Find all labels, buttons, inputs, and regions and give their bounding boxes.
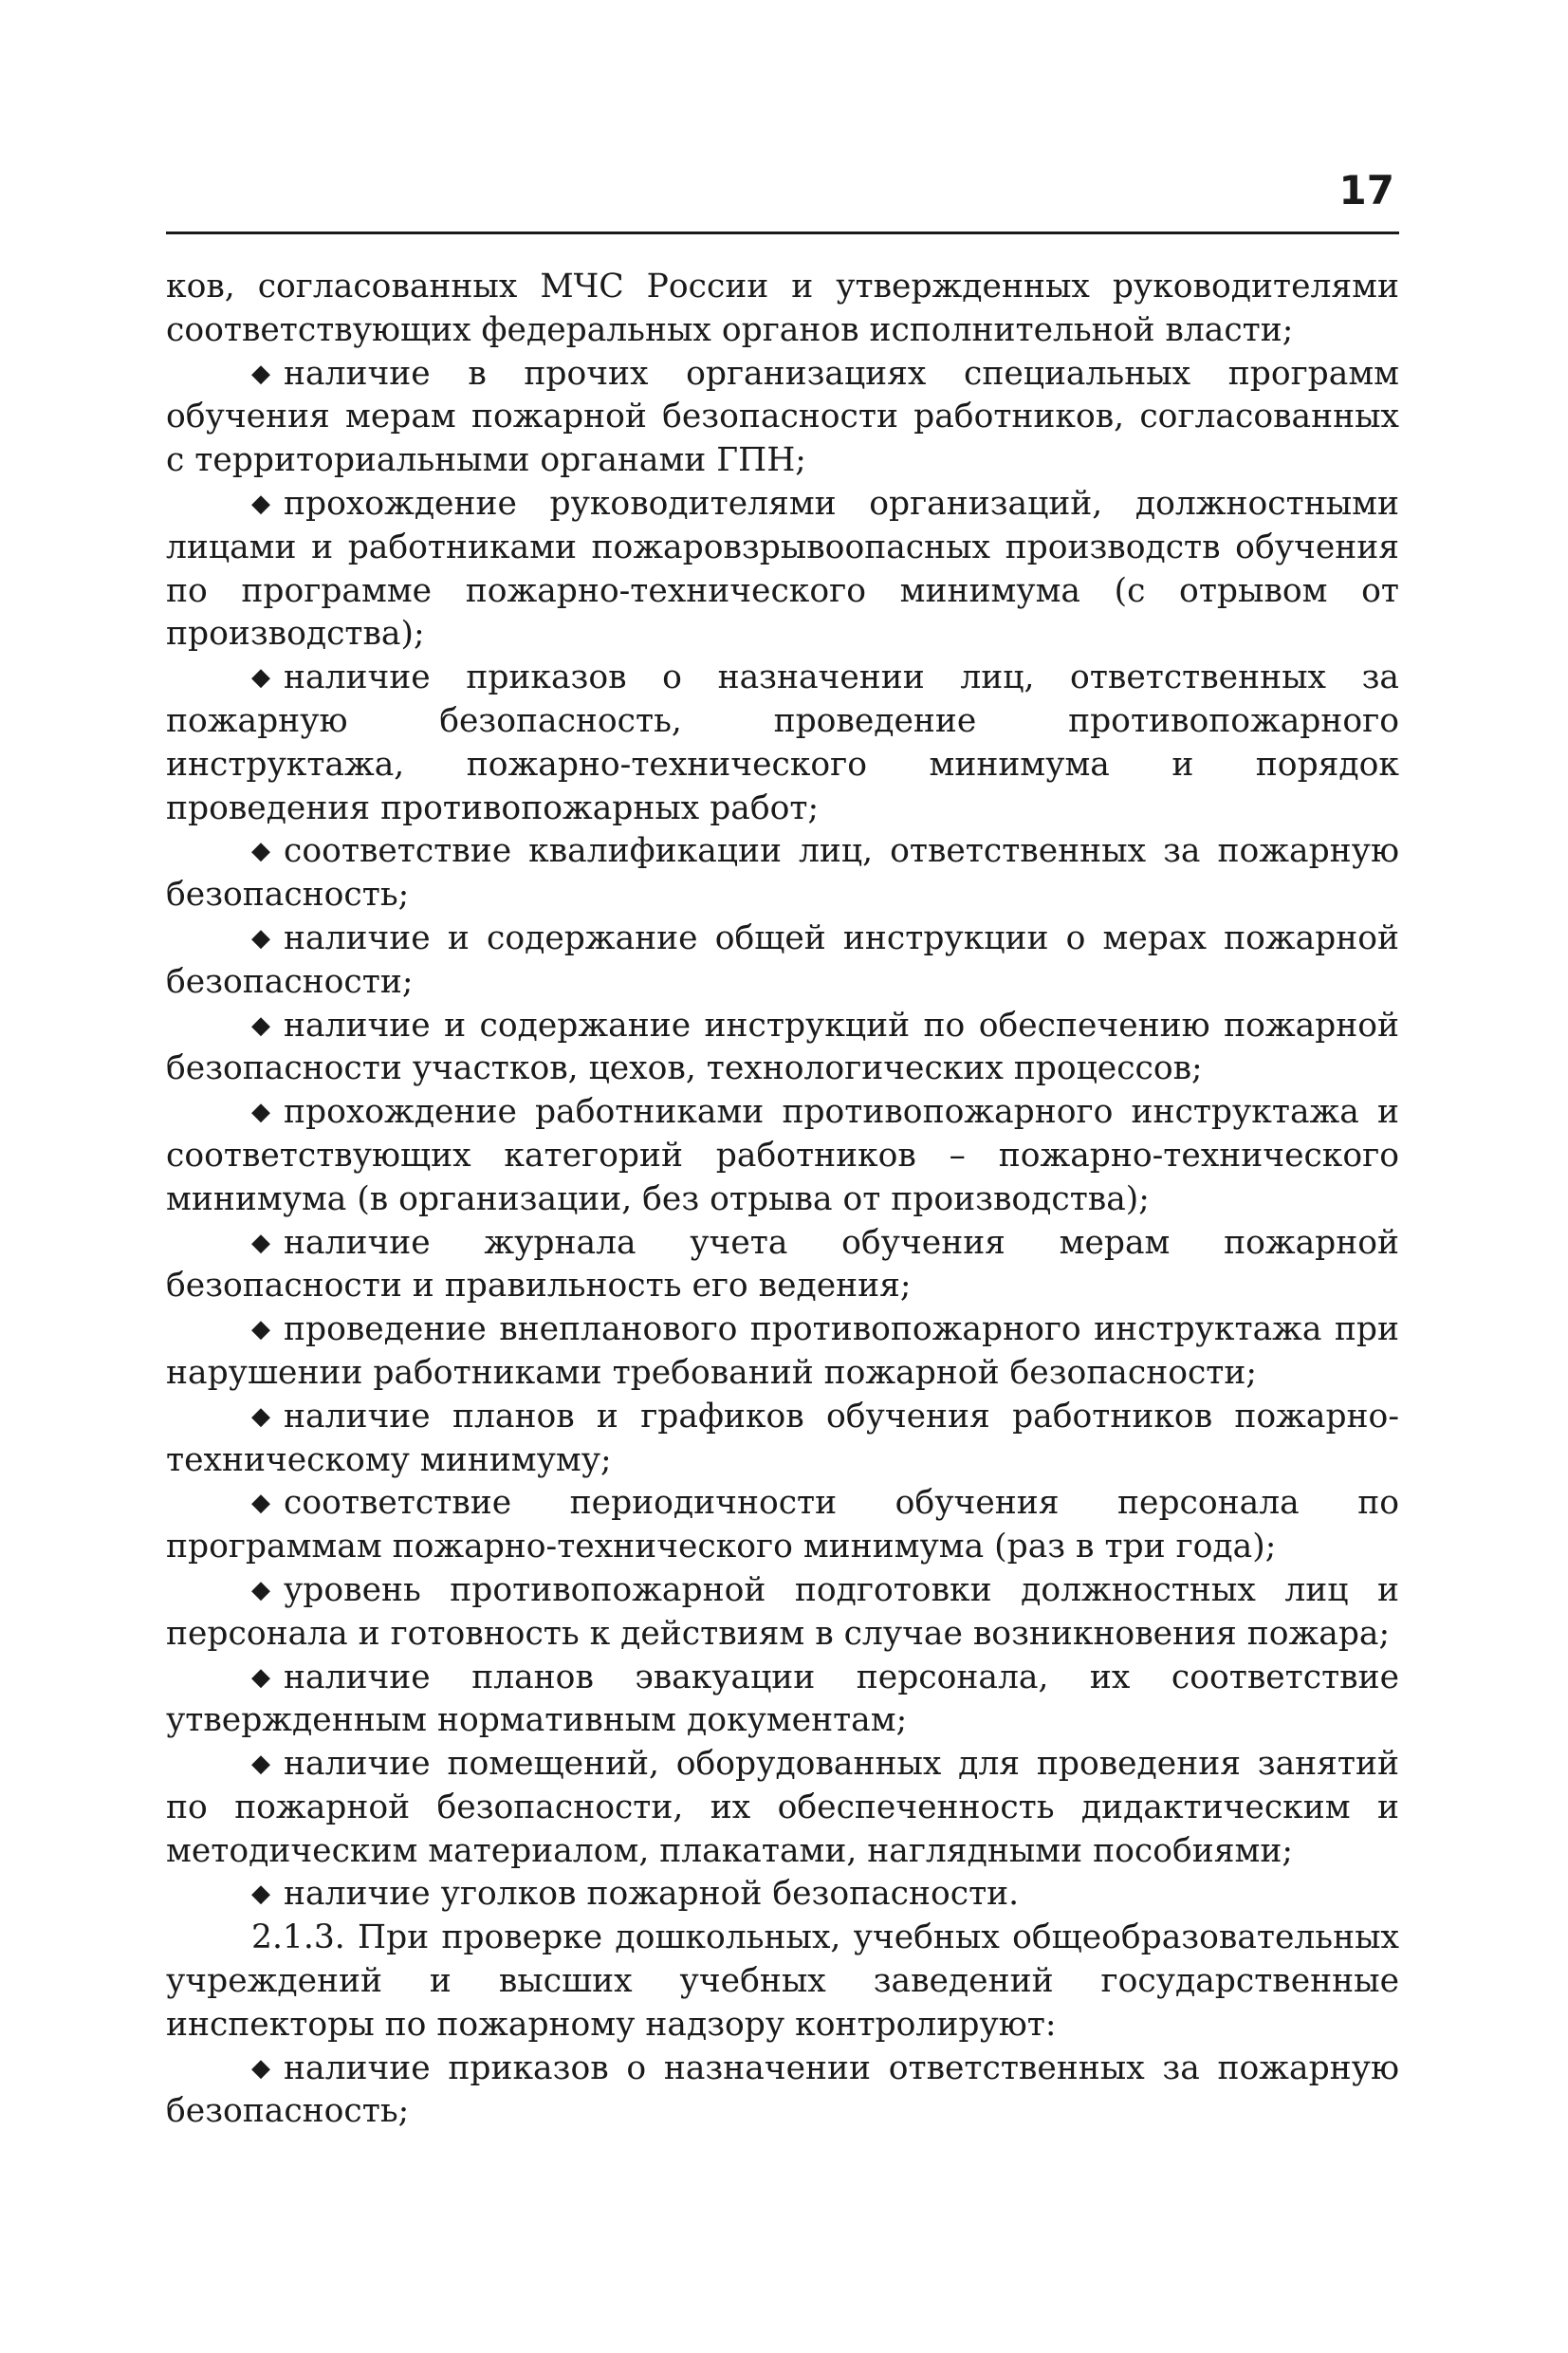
- paragraph-text: наличие в прочих организациях специальных программ обучения мерам пожарной безопасности работников, согласованных с территориальными органами ГПН;: [166, 354, 1399, 480]
- body-text: [166, 266, 1399, 2134]
- bullet-paragraph: [166, 1222, 1399, 1309]
- paragraph-text: ков, согласованных МЧС России и утвержденных руководителями соответствующих федеральных органов исполнительной власти;: [166, 268, 1399, 349]
- paragraph-text: 2.1.3. При проверке дошкольных, учебных общеобразовательных учреждений и высших учебных заведений государственные инспекторы по пожарному надзору контролируют:: [166, 1918, 1399, 2044]
- section-paragraph: [166, 1917, 1399, 2047]
- diamond-bullet-icon: ◆: [251, 1228, 270, 1257]
- paragraph-text: наличие уголков пожарной безопасности.: [284, 1875, 1020, 1914]
- paragraph-text: уровень противопожарной подготовки должностных лиц и персонала и готовность к действиям в случае возникновения пожара;: [166, 1570, 1399, 1653]
- bullet-paragraph: [166, 1308, 1399, 1396]
- paragraph-text: проведение внепланового противопожарного инструктажа при нарушении работниками требований пожарной безопасности;: [166, 1310, 1399, 1392]
- diamond-bullet-icon: ◆: [251, 1010, 270, 1040]
- diamond-bullet-icon: ◆: [251, 2053, 270, 2083]
- bullet-paragraph: [166, 1569, 1399, 1657]
- bullet-paragraph: [166, 917, 1399, 1005]
- paragraph-text: соответствие периодичности обучения персонала по программам пожарно-технического минимума (раз в три года);: [166, 1484, 1399, 1566]
- bullet-paragraph: [166, 2047, 1399, 2135]
- paragraph-text: прохождение руководителями организаций, должностными лицами и работниками пожаровзрывоопасных производств обучения по программе пожарно-технического минимума (с отрывом от производства);: [166, 484, 1399, 654]
- diamond-bullet-icon: ◆: [251, 1575, 270, 1604]
- paragraph-text: наличие журнала учета обучения мерам пожарной безопасности и правильность его ведения;: [166, 1223, 1399, 1306]
- paragraph: [166, 266, 1399, 353]
- diamond-bullet-icon: ◆: [251, 359, 270, 388]
- diamond-bullet-icon: ◆: [251, 1315, 270, 1344]
- bullet-paragraph: [166, 483, 1399, 657]
- diamond-bullet-icon: ◆: [251, 663, 270, 693]
- diamond-bullet-icon: ◆: [251, 1401, 270, 1431]
- paragraph-text: прохождение работниками противопожарного инструктажа и соответствующих категорий работников – пожарно-технического минимума (в организации, без отрыва от производства);: [166, 1093, 1399, 1218]
- diamond-bullet-icon: ◆: [251, 837, 270, 866]
- bullet-paragraph: [166, 1482, 1399, 1569]
- bullet-paragraph: [166, 830, 1399, 917]
- diamond-bullet-icon: ◆: [251, 1098, 270, 1127]
- diamond-bullet-icon: ◆: [251, 1662, 270, 1692]
- paragraph-text: наличие и содержание общей инструкции о мерах пожарной безопасности;: [166, 918, 1399, 1001]
- bullet-paragraph: [166, 1657, 1399, 1744]
- bullet-paragraph: [166, 353, 1399, 483]
- bullet-paragraph: [166, 1743, 1399, 1873]
- paragraph-text: наличие планов эвакуации персонала, их соответствие утвержденным нормативным документам;: [166, 1658, 1399, 1740]
- paragraph-text: наличие и содержание инструкций по обеспечению пожарной безопасности участков, цехов, технологических процессов;: [166, 1006, 1399, 1088]
- diamond-bullet-icon: ◆: [251, 489, 270, 518]
- diamond-bullet-icon: ◆: [251, 1489, 270, 1518]
- paragraph-text: наличие помещений, оборудованных для проведения занятий по пожарной безопасности, их обеспеченность дидактическим и методическим материалом, плакатами, наглядными пособиями;: [166, 1745, 1399, 1870]
- bullet-paragraph: [166, 1873, 1399, 1917]
- paragraph-text: соответствие квалификации лиц, ответственных за пожарную безопасность;: [166, 832, 1399, 915]
- bullet-paragraph: [166, 1396, 1399, 1483]
- paragraph-text: наличие планов и графиков обучения работников пожарно-техническому минимуму;: [166, 1397, 1399, 1479]
- diamond-bullet-icon: ◆: [251, 923, 270, 953]
- page-number: 17: [1338, 167, 1394, 213]
- paragraph-text: наличие приказов о назначении лиц, ответственных за пожарную безопасность, проведение противопожарного инструктажа, пожарно-технического минимума и порядок проведения противопожарных работ;: [166, 658, 1399, 827]
- bullet-paragraph: [166, 657, 1399, 830]
- bullet-paragraph: [166, 1005, 1399, 1092]
- diamond-bullet-icon: ◆: [251, 1750, 270, 1779]
- diamond-bullet-icon: ◆: [251, 1880, 270, 1909]
- paragraph-text: наличие приказов о назначении ответственных за пожарную безопасность;: [166, 2048, 1399, 2131]
- header-rule: [166, 232, 1399, 234]
- bullet-paragraph: [166, 1091, 1399, 1221]
